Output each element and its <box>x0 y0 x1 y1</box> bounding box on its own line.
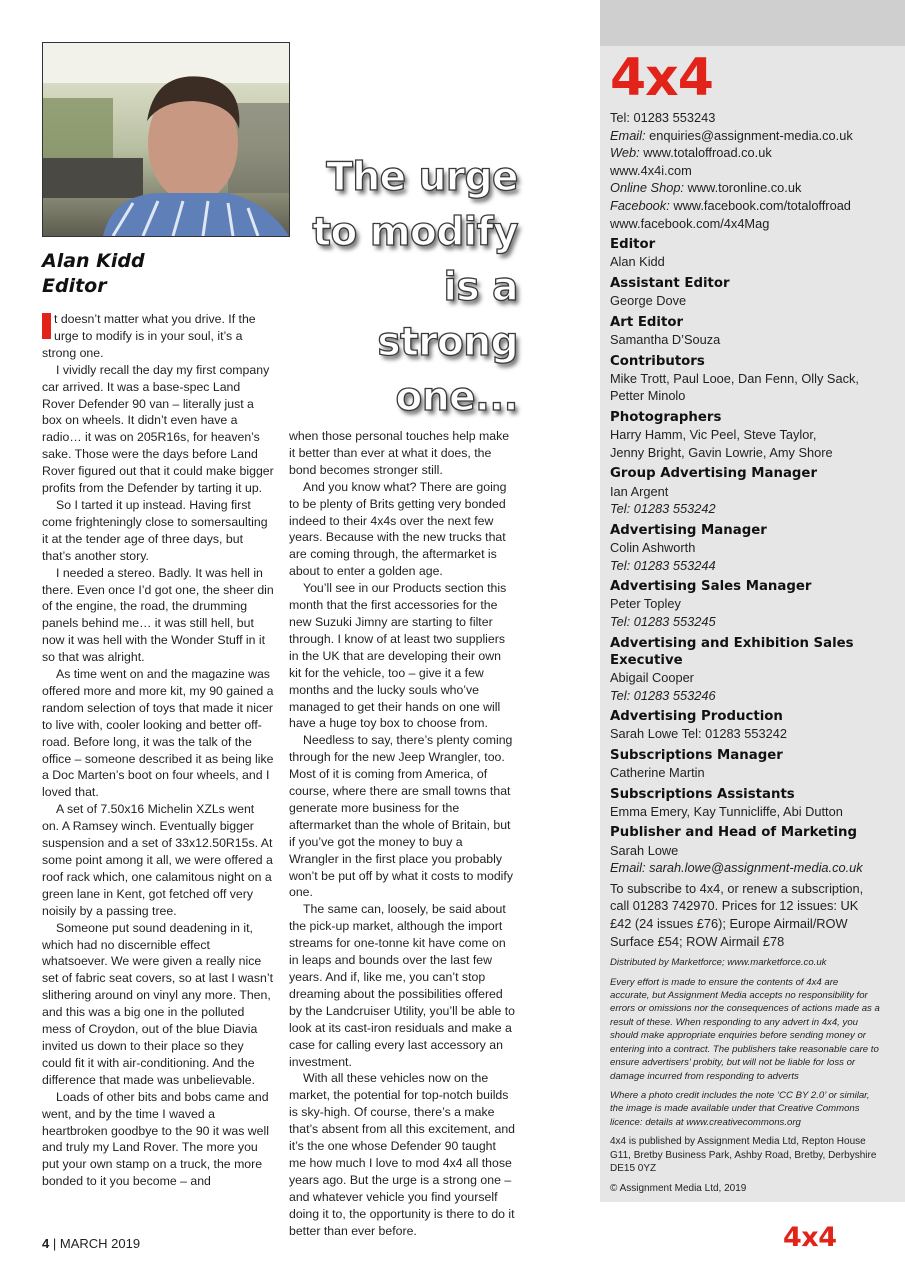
role-name: Abigail Cooper <box>610 669 694 685</box>
contact-facebook-2: www.facebook.com/4x4Mag <box>610 215 770 231</box>
role-name: Mike Trott, Paul Looe, Dan Fenn, Olly Sack, <box>610 370 859 386</box>
distributor-note: Distributed by Marketforce; www.marketforce.co.uk <box>610 957 827 969</box>
headline-line: is a strong <box>377 265 518 365</box>
editor-name: Alan Kidd <box>42 250 145 272</box>
role-name: Catherine Martin <box>610 765 705 781</box>
role-name: Peter Topley <box>610 596 681 612</box>
masthead-text <box>610 109 880 1196</box>
role-telephone: Tel: 01283 553246 <box>610 687 716 703</box>
role-name: Harry Hamm, Vic Peel, Steve Taylor, <box>610 427 817 443</box>
article-column-1 <box>42 311 274 1190</box>
contact-web: Web: www.totaloffroad.co.uk <box>610 145 772 161</box>
page-number: 4 <box>42 1236 50 1251</box>
role-title: Group Advertising Manager <box>610 466 818 482</box>
article-paragraph: I needed a stereo. Badly. It was hell in there. Even once I’d got one, the sheer din of the engine, the road, the drumming panels behind me… it was still hell, but now it was hell with the Wonder Stuff in it so that was alright. <box>42 565 274 665</box>
copyright: © Assignment Media Ltd, 2019 <box>610 1182 747 1194</box>
role-title: Art Editor <box>610 314 684 330</box>
role-title: Editor <box>610 237 656 253</box>
drop-cap <box>42 313 51 339</box>
role-name: Alan Kidd <box>610 254 665 270</box>
magazine-logo: 4x4 <box>610 48 713 108</box>
role-title: Assistant Editor <box>610 275 730 291</box>
role-name: Emma Emery, Kay Tunnicliffe, Abi Dutton <box>610 803 843 819</box>
role-name: George Dove <box>610 293 687 309</box>
headline-line: The urge <box>326 155 518 200</box>
article-paragraph: The same can, loosely, be said about the pick-up market, although the import streams for one-tonne kit have come on in leaps and bounds over the last few years. And if, like me, you can’t stop dreaming about the possibilities offered by the Landcruiser Utility, you’ll be able to look at its cast-iron residuals and make a case for calling every last accessory an investment. <box>289 902 516 1069</box>
article-paragraph: Needless to say, there’s plenty coming through for the new Jeep Wrangler, too. Most of it is coming from America, of course, where there are small towns that generate more business for the aftermarket than the whole of Britain, but if you’ve got the money to buy a Wrangler in the first place you probably won’t be put off by what it costs to modify one. <box>289 733 513 900</box>
photo-credit-note: Where a photo credit includes the note ‘CC BY 2.0’ or similar, the image is made available under that Creative Commons licence: details at www.creativecommons.org <box>610 1089 870 1128</box>
role-name: Colin Ashworth <box>610 539 696 555</box>
article-column-2 <box>289 428 515 1240</box>
article-paragraph: And you know what? There are going to be plenty of Brits getting very bonded indeed to their 4x4s over the next few years. Because with the new trucks that are coming through, the aftermarket is about to enter a golden age. <box>289 479 507 579</box>
role-telephone: Tel: 01283 553244 <box>610 557 716 573</box>
article-paragraph: With all these vehicles now on the market, the potential for top-notch builds is sky-high. Of course, there’s a make that’s absent from all this excitement, and it’s the one whose Defender 90 taught me how much I love to mod 4x4 all those years ago. But the urge is a strong one – and whatever vehicle you find yourself doing it to, the opportunity is there to do it better than ever before. <box>289 1071 516 1238</box>
role-title: Publisher and Head of Marketing <box>610 825 857 841</box>
headline-line: to modify <box>312 210 518 255</box>
role-title: Subscriptions Manager <box>610 747 783 763</box>
role-title: Contributors <box>610 353 705 369</box>
footer-logo: 4x4 <box>783 1222 837 1253</box>
role-title: Advertising Manager <box>610 522 767 538</box>
role-email: Email: sarah.lowe@assignment-media.co.uk <box>610 860 863 876</box>
contact-facebook: Facebook: www.facebook.com/totaloffroad <box>610 197 851 213</box>
article-paragraph: So I tarted it up instead. Having first come frighteningly close to somersaulting it at the tender age of three days, but that’s another story. <box>42 497 268 563</box>
role-title: Advertising Production <box>610 709 783 725</box>
role-telephone: Tel: 01283 553245 <box>610 613 716 629</box>
editor-photo <box>42 42 290 237</box>
role-title: Subscriptions Assistants <box>610 786 795 802</box>
subscribe-info: To subscribe to 4x4, or renew a subscription, call 01283 742970. Prices for 12 issues: UK £42 (24 issues £76); Europe Airmail/ROW Surface £54; ROW Airmail £78 <box>610 880 864 949</box>
article-paragraph: As time went on and the magazine was offered more and more kit, my 90 gained a random selection of toys that made it nicer to live with, cooler looking and better off-road. Before long, it was the talk of the office – someone described it as being like a Doc Marten’s boot on four wheels, and I loved that. <box>42 667 274 800</box>
issue-date: MARCH 2019 <box>59 1236 141 1251</box>
role-telephone: Tel: 01283 553242 <box>610 501 716 517</box>
article-paragraph: Someone put sound deadening in it, which had no discernible effect whatsoever. We were given a really nice set of fabric seat covers, so at last I wasn’t slithering around on vinyl any more. Then, and this was a big one in the polluted mess of Croydon, out of the blue Diavia invited us down to their place so they could fit it with air-conditioning. And the difference that made was unbelievable. <box>42 920 274 1087</box>
role-name: Samantha D’Souza <box>610 331 721 347</box>
article-paragraph: t doesn’t matter what you drive. If the urge to modify is in your soul, it’s a strong one. <box>42 312 256 360</box>
disclaimer: Every effort is made to ensure the contents of 4x4 are accurate, but Assignment Media accepts no responsibility for errors or omissions nor the consequences of actions made as a result of these. When responding to any advert in 4x4, you should make appropriate enquiries before sending money or entering into a contract. The publishers take reasonable care to ensure advertisers’ probity, but will not be liable for loss or damage incurred from responding to adverts <box>610 976 880 1082</box>
role-name: Sarah Lowe <box>610 842 679 858</box>
footer-separator: | <box>52 1236 57 1251</box>
contact-shop: Online Shop: www.toronline.co.uk <box>610 180 802 196</box>
publisher-address: 4x4 is published by Assignment Media Ltd, Repton House G11, Bretby Business Park, Ashby Road, Bretby, Derbyshire DE15 0YZ <box>610 1136 877 1175</box>
contact-email: Email: enquiries@assignment-media.co.uk <box>610 127 853 143</box>
role-name: Petter Minolo <box>610 388 686 404</box>
article-paragraph: A set of 7.50x16 Michelin XZLs went on. A Ramsey winch. Eventually bigger suspension and a set of 33x12.50R15s. At some point among it all, we were offered a roof rack which, one calamitous night on a green lane in Kent, got fetched off very noisily by a passing tree. <box>42 802 273 918</box>
sidebar-header-band <box>600 0 905 46</box>
article-paragraph: I vividly recall the day my first company car arrived. It was a base-spec Land Rover Defender 90 van – literally just a box on wheels. It didn’t even have a radio… it was on 205R16s, for heaven’s sake. Those were the days before Land Rover figured out that it could make bigger profits from the Defender by tarting it up. <box>42 362 274 496</box>
page-footer <box>42 1236 140 1251</box>
role-title: Photographers <box>610 409 722 425</box>
role-name: Sarah Lowe Tel: 01283 553242 <box>610 726 787 742</box>
headline <box>300 150 518 425</box>
main-telephone: Tel: 01283 553243 <box>610 110 716 125</box>
byline <box>42 249 145 299</box>
editor-role: Editor <box>42 275 107 297</box>
article-paragraph: when those personal touches help make it better than ever at what it does, the bond becomes stronger still. <box>289 429 510 477</box>
article-paragraph: Loads of other bits and bobs came and went, and by the time I waved a heartbroken goodbye to the 90 it was well and truly my Land Rover. The more you put your own stamp on a truck, the more bonded to it you become – and <box>42 1089 269 1189</box>
article-paragraph: You’ll see in our Products section this month that the first accessories for the new Suzuki Jimny are starting to filter through. I know of at least two suppliers in the UK that are developing their own kit for the vehicle, too – give it a few months and the lucky souls who’ve managed to get their hands on one will have a huge toy box to choose from. <box>289 581 507 731</box>
role-title: Advertising Sales Manager <box>610 579 812 595</box>
role-name: Ian Argent <box>610 483 669 499</box>
headline-line: one... <box>395 375 518 420</box>
contact-web-2: www.4x4i.com <box>610 162 692 178</box>
role-title: Advertising and Exhibition Sales Executive <box>610 635 854 668</box>
role-name: Jenny Bright, Gavin Lowrie, Amy Shore <box>610 444 833 460</box>
